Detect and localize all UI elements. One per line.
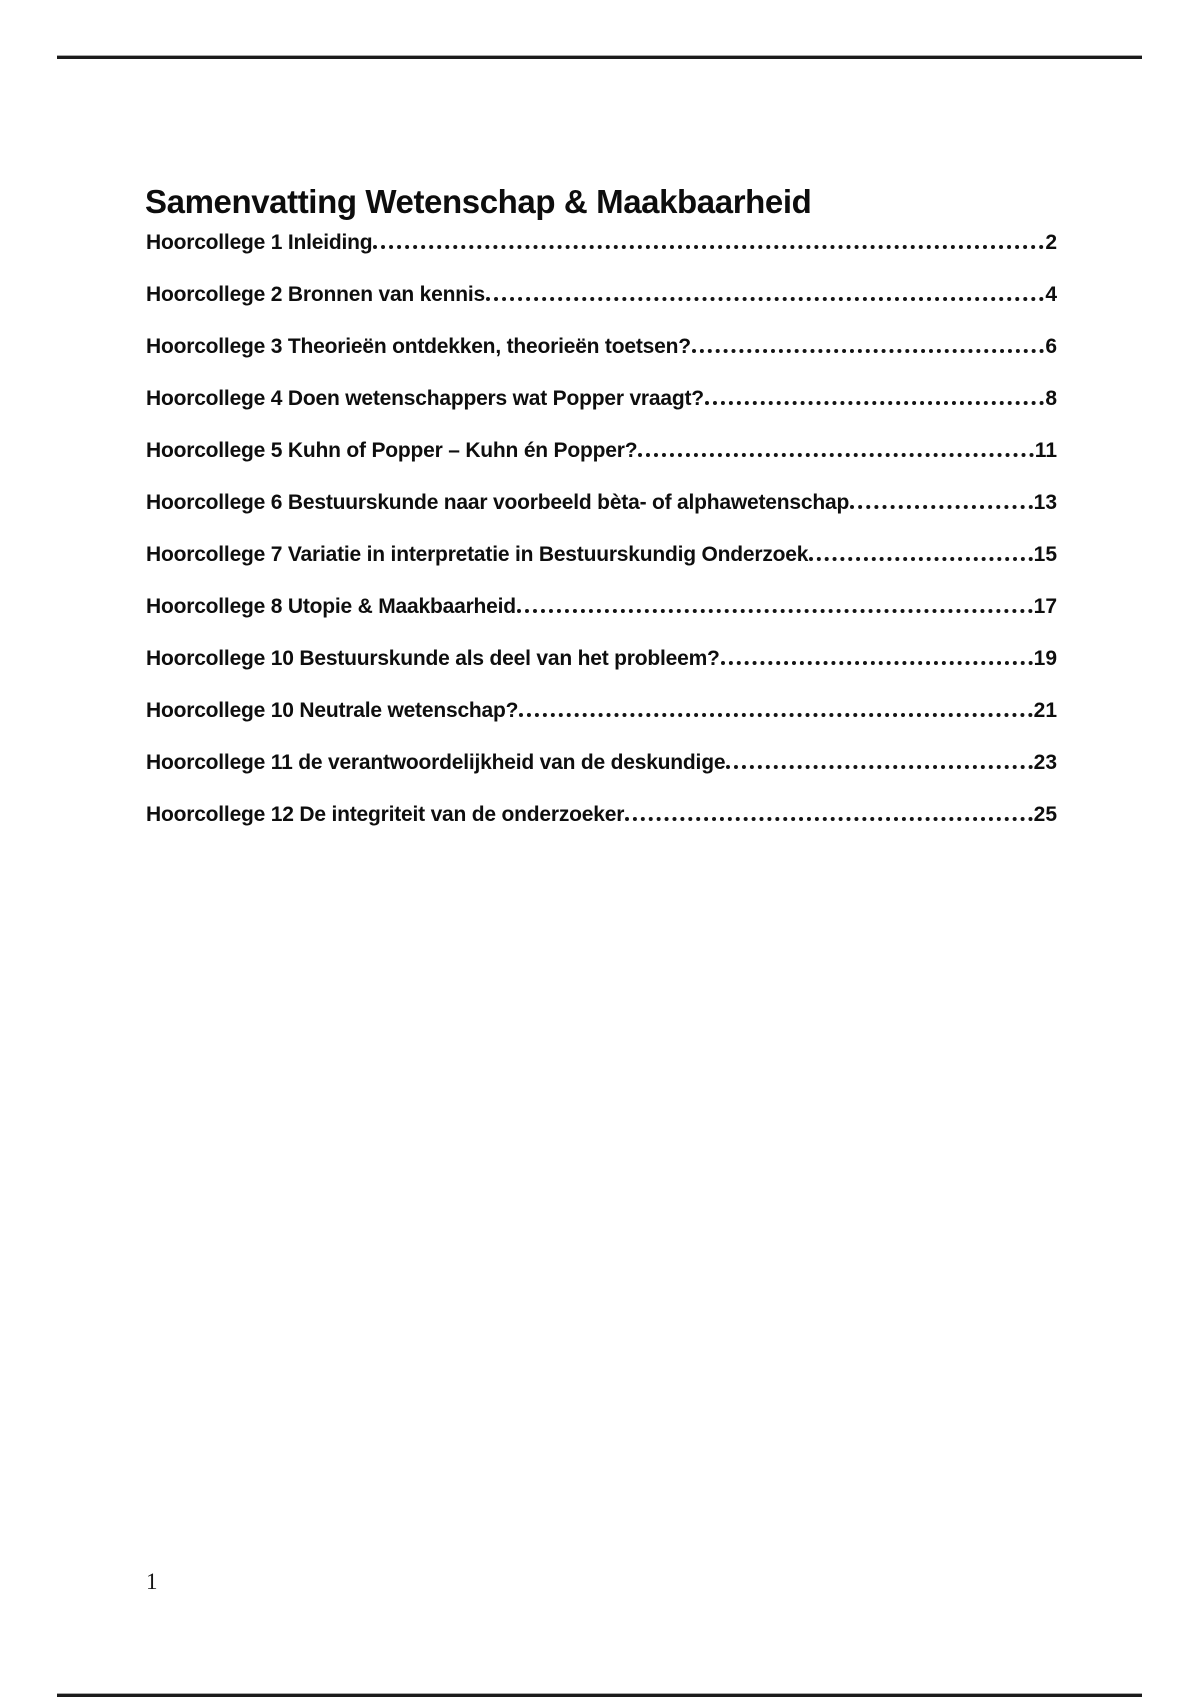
footer-rule: [57, 1693, 1142, 1697]
toc-entry-label: Hoorcollege 10 Bestuurskunde als deel van het probleem?: [146, 647, 720, 670]
toc-entry-page-number: 11: [1034, 439, 1057, 462]
toc-entry-label: Hoorcollege 1 Inleiding: [146, 231, 373, 254]
toc-entry-label: Hoorcollege 8 Utopie & Maakbaarheid: [146, 595, 516, 618]
toc-entry-label: Hoorcollege 3 Theorieën ontdekken, theorieën toetsen?: [146, 335, 691, 358]
header-rule: [57, 55, 1142, 59]
toc-entry-page-number: 23: [1033, 751, 1057, 774]
toc-entry-label: Hoorcollege 12 De integriteit van de onderzoeker: [146, 803, 625, 826]
toc-entry: [146, 685, 1057, 737]
toc-dot-leader: [721, 658, 1033, 665]
toc-dot-leader: [705, 398, 1044, 405]
toc-entry: [146, 581, 1057, 633]
toc-dot-leader: [519, 710, 1032, 717]
toc-entry: [146, 633, 1057, 685]
toc-entry-page-number: 6: [1045, 335, 1057, 358]
toc-entry-label: Hoorcollege 5 Kuhn of Popper – Kuhn én Popper?: [146, 439, 638, 462]
toc-entry-page-number: 13: [1033, 491, 1057, 514]
toc-list: [146, 217, 1057, 841]
toc-entry-label: Hoorcollege 6 Bestuurskunde naar voorbeeld bèta- of alphawetenschap: [146, 491, 850, 514]
toc-entry: [146, 529, 1057, 581]
toc-entry: [146, 217, 1057, 269]
toc-entry-page-number: 8: [1045, 387, 1057, 410]
toc-dot-leader: [692, 346, 1044, 353]
toc-entry-page-number: 25: [1033, 803, 1057, 826]
toc-entry-label: Hoorcollege 2 Bronnen van kennis: [146, 283, 486, 306]
toc-entry-page-number: 19: [1033, 647, 1057, 670]
toc-dot-leader: [638, 450, 1033, 457]
toc-entry: [146, 789, 1057, 841]
toc-entry-page-number: 15: [1033, 543, 1057, 566]
toc-entry-label: Hoorcollege 4 Doen wetenschappers wat Popper vraagt?: [146, 387, 704, 410]
toc-dot-leader: [373, 242, 1044, 249]
toc-entry-page-number: 17: [1033, 595, 1057, 618]
page-title: Samenvatting Wetenschap & Maakbaarheid: [145, 183, 812, 221]
toc-dot-leader: [850, 502, 1033, 509]
toc-entry-label: Hoorcollege 10 Neutrale wetenschap?: [146, 699, 519, 722]
toc-entry-label: Hoorcollege 7 Variatie in interpretatie in Bestuurskundig Onderzoek: [146, 543, 809, 566]
toc-dot-leader: [809, 554, 1032, 561]
toc-entry-page-number: 4: [1045, 283, 1057, 306]
toc-dot-leader: [517, 606, 1033, 613]
toc-entry: [146, 373, 1057, 425]
toc-entry: [146, 269, 1057, 321]
toc-dot-leader: [625, 814, 1032, 821]
toc-entry: [146, 321, 1057, 373]
toc-entry: [146, 737, 1057, 789]
footer-page-number: 1: [146, 1569, 158, 1594]
toc-dot-leader: [726, 762, 1032, 769]
toc-entry-page-number: 21: [1033, 699, 1057, 722]
toc-dot-leader: [486, 294, 1044, 301]
toc-entry: [146, 425, 1057, 477]
toc-entry-page-number: 2: [1045, 231, 1057, 254]
toc-entry-label: Hoorcollege 11 de verantwoordelijkheid van de deskundige: [146, 751, 726, 774]
toc-entry: [146, 477, 1057, 529]
